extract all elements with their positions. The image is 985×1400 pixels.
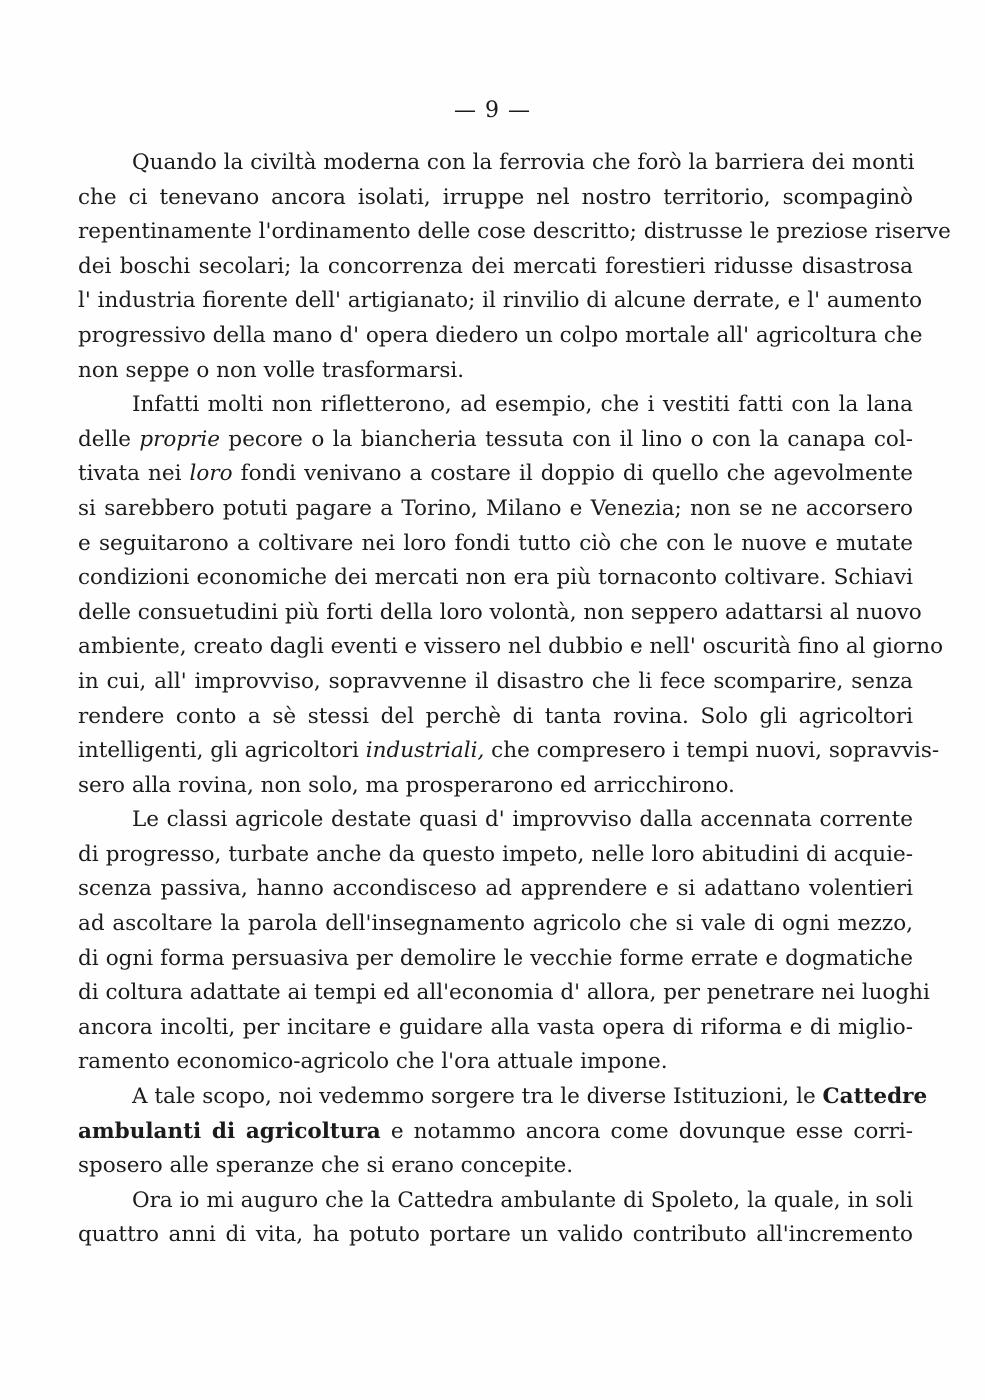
text-line: l' industria fiorente dell' artigianato; il rinvilio di alcune derrate, e l' aumento — [78, 288, 923, 314]
text-line: non seppe o non volle trasformarsi. — [78, 357, 465, 383]
italic-word: industriali, — [365, 738, 485, 764]
text-line: Ora io mi auguro che la Cattedra ambulante di Spoleto, la quale, in soli — [132, 1187, 913, 1213]
paragraph — [78, 1184, 913, 1253]
text-line: di coltura adattate ai tempi ed all'economia d' allora, per penetrare nei luoghi — [78, 980, 930, 1006]
paragraph — [78, 388, 944, 803]
text-line: ad ascoltare la parola dell'insegnamento agricolo che si vale di ogni mezzo, — [78, 911, 913, 937]
text-line: di ogni forma persuasiva per demolire le vecchie forme errate e dogmatiche — [78, 945, 913, 971]
text-line: condizioni economiche dei mercati non era più tornaconto coltivare. Schiavi — [78, 565, 913, 591]
text-line: Infatti molti non rifletterono, ad esempio, che i vestiti fatti con la lana — [132, 392, 913, 418]
bold-term: ambulanti di agricoltura — [78, 1118, 381, 1144]
page-number: — 9 — — [454, 98, 531, 123]
text-line: ancora incolti, per incitare e guidare alla vasta opera di riforma e di miglio- — [78, 1014, 913, 1040]
text-line: repentinamente l'ordinamento delle cose descritto; distrusse le preziose riserve — [78, 219, 951, 245]
text-line: che ci tenevano ancora isolati, irruppe nel nostro territorio, scompaginò — [78, 184, 913, 210]
text-line: delle consuetudini più forti della loro volontà, non seppero adattarsi al nuovo — [78, 599, 922, 625]
text-line: ambiente, creato dagli eventi e vissero nel dubbio e nell' oscurità fino al giorno — [78, 634, 944, 660]
paragraph — [78, 146, 951, 388]
text-line: si sarebbero potuti pagare a Torino, Milano e Venezia; non se ne accorsero — [78, 495, 913, 521]
text-line: tivata nei loro fondi venivano a costare il doppio di quello che agevolmente — [78, 461, 913, 487]
text-line: di progresso, turbate anche da questo impeto, nelle loro abitudini di acquie- — [78, 841, 913, 867]
text-line: quattro anni di vita, ha potuto portare un valido contributo all'incremento — [78, 1222, 913, 1248]
bold-term: Cattedre — [822, 1084, 928, 1110]
text-line: delle proprie pecore o la biancheria tessuta con il lino o con la canapa col- — [78, 426, 913, 452]
italic-word: loro — [189, 461, 233, 487]
italic-word: proprie — [139, 426, 221, 452]
text-line: sposero alle speranze che si erano concepite. — [78, 1153, 574, 1179]
text-line: rendere conto a sè stessi del perchè di tanta rovina. Solo gli agricoltori — [78, 703, 913, 729]
text-line: e seguitarono a coltivare nei loro fondi tutto ciò che con le nuove e mutate — [78, 530, 913, 556]
text-line: Le classi agricole destate quasi d' improvviso dalla accennata corrente — [132, 807, 913, 833]
text-line: ramento economico-agricolo che l'ora attuale impone. — [78, 1049, 668, 1075]
body-text — [78, 146, 951, 1253]
text-line: scenza passiva, hanno accondisceso ad apprendere e si adattano volentieri — [78, 876, 913, 902]
paragraph — [78, 803, 930, 1080]
text-line: in cui, all' improvviso, sopravvenne il disastro che li fece scomparire, senza — [78, 668, 913, 694]
text-line: Quando la civiltà moderna con la ferrovia che forò la barriera dei monti — [132, 150, 915, 175]
text-line: progressivo della mano d' opera diedero un colpo mortale all' agricoltura che — [78, 322, 923, 348]
paragraph — [78, 1080, 928, 1184]
text-line: A tale scopo, noi vedemmo sorgere tra le diverse Istituzioni, le Cattedre — [132, 1084, 928, 1110]
text-line: dei boschi secolari; la concorrenza dei mercati forestieri ridusse disastrosa — [78, 253, 913, 279]
text-line: sero alla rovina, non solo, ma prosperarono ed arricchirono. — [78, 772, 735, 798]
text-line: intelligenti, gli agricoltori industriali, che compresero i tempi nuovi, sopravvis- — [78, 738, 940, 764]
text-line: ambulanti di agricoltura e notammo ancora come dovunque esse corri- — [78, 1118, 913, 1144]
